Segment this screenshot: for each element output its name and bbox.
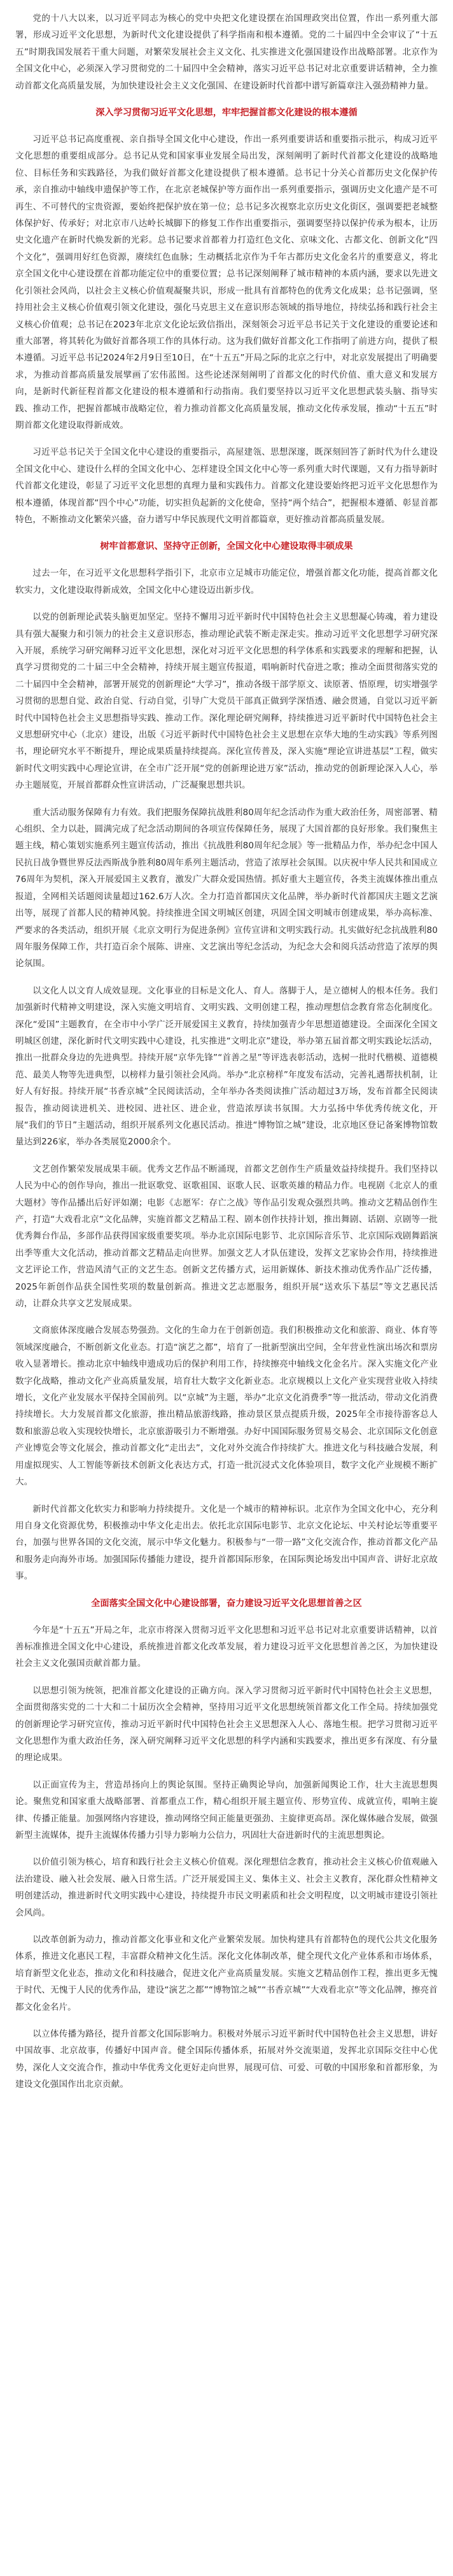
section-heading-1: 深入学习贯彻习近平文化思想，牢牢把握首都文化建设的根本遵循 bbox=[95, 108, 358, 118]
paragraph: 重大活动服务保障有力有效。我们把服务保障抗战胜利80周年纪念活动作为重大政治任务，周密部署、精心组织、全力以赴，圆满完成了纪念活动期间的各项宣传保障任务，展现了大国首都的良好形象。我们聚焦主题主线，精心策划实施系列主题宣传活动，推出《抗战胜利80周年纪念展》等一批精品力作，举办纪念中国人民抗日战争暨世界反法西斯战争胜利80周年系列主题活动，营造了浓厚社会氛围。以庆祝中华人民共和国成立76周年为契机，深入开展爱国主义教育，激发广大群众爱国热情。抓好重大主题宣传，各类主流媒体推出重点报道，全网相关话题阅读量超过162.6万人次。全力打造首都国庆文化品牌，举办新时代首都国庆主题文艺演出等，展现了首都人民的精神风貌。持续推进全国文明城区创建，巩固全国文明城市创建成果，举办高标准、严要求的各类活动，组织开展《北京文明行为促进条例》宣传宣讲和文明实践行动。扎实做好纪念抗战胜利80周年服务保障工作，共打造百余个展陈、讲座、文艺演出等纪念活动，为纪念大会和阅兵活动营造了浓厚的舆论氛围。 bbox=[15, 807, 438, 969]
paragraph: 文商旅体深度融合发展态势强劲。文化的生命力在于创新创造。我们积极推动文化和旅游、商业、体育等领域深度融合，不断创新文化业态。打造“演艺之都”，培育了一批新型演出空间，全年营业性演出场次和票房收入显著增长。推动北京中轴线申遗成功后的保护利用工作，持续擦亮中轴线文化金名片。深入实施文化产业数字化战略，推动文化产业高质量发展，培育壮大数字文化新业态。北京规模以上文化产业实现营业收入持续增长，文化产业发展水平保持全国前列。以“京城”为主题，举办“北京文化消费季”等一批活动，带动文化消费持续增长。大力发展首都文化旅游，推出精品旅游线路，推动景区景点提质升级，2025年全市接待游客总人数和旅游总收入实现较快增长，北京旅游吸引力不断增强。办好中国国际服务贸易交易会、北京国际文化创意产业博览会等文化展会，推动首都文化“走出去”，文化对外交流合作持续扩大。推进文化与科技融合发展，利用虚拟现实、人工智能等新技术创新文化表达方式，打造一批沉浸式文化体验项目，数字文化产业规模不断扩大。 bbox=[15, 1325, 438, 1488]
paragraph: 新时代首都文化软实力和影响力持续提升。文化是一个城市的精神标识。北京作为全国文化中心，充分利用自身文化资源优势，积极推动中华文化走出去。依托北京国际电影节、北京文化论坛、中关村论坛等重要平台，加强与世界各国的文化交流，展示中华文化魅力。积极参与“一带一路”文化交流合作，推动首都文化产品和服务走向海外市场。加强国际传播能力建设，提升首都国际形象，在国际舆论场发出中国声音、讲好北京故事。 bbox=[15, 1504, 438, 1582]
paragraph: 以思想引领为统领，把准首都文化建设的正确方向。深入学习贯彻习近平新时代中国特色社会主义思想，全面贯彻落实党的二十大和二十届历次全会精神，坚持用习近平文化思想统领首都文化工作全局。持续加强党的创新理论学习研究宣传，推动习近平新时代中国特色社会主义思想深入人心、落地生根。把学习贯彻习近平文化思想作为重大政治任务，深入研究阐释习近平文化思想的科学内涵和实践要求，推出更多有深度、有分量的理论成果。 bbox=[15, 1685, 438, 1763]
paragraph: 过去一年，在习近平文化思想科学指引下，北京市立足城市功能定位，增强首都文化功能，提高首都文化软实力，文化建设取得新成效，全国文化中心建设迈出新步伐。 bbox=[15, 568, 438, 595]
paragraph: 以价值引领为核心，培育和践行社会主义核心价值观。深化理想信念教育，推动社会主义核心价值观融入法治建设、融入社会发展、融入日常生活。广泛开展爱国主义、集体主义、社会主义教育，深化群众性精神文明创建活动，推进新时代文明实践中心建设，持续提升市民文明素质和社会文明程度，以文明城市建设引领社会风尚。 bbox=[15, 1857, 438, 1918]
paragraph: 今年是“十五五”开局之年，北京市将深入贯彻习近平文化思想和习近平总书记对北京重要讲话精神，以首善标准推进全国文化中心建设，系统推进首都文化改革发展，着力建设习近平文化思想首善之区，为加快建设社会主义文化强国贡献首都力量。 bbox=[15, 1625, 438, 1669]
paragraph: 以立体传播为路径，提升首都文化国际影响力。积极对外展示习近平新时代中国特色社会主义思想，讲好中国故事、北京故事，传播好中国声音。健全国际传播体系，拓展对外交流渠道，发挥北京国际交往中心优势，深化人文交流合作，推动中华优秀文化更好走向世界，展现可信、可爱、可敬的中国形象和首都形象，为建设文化强国作出北京贡献。 bbox=[15, 2029, 438, 2090]
section-heading-3: 全面落实全国文化中心建设部署，奋力建设习近平文化思想首善之区 bbox=[91, 1598, 362, 1609]
paragraph: 以党的创新理论武装头脑更加坚定。坚持不懈用习近平新时代中国特色社会主义思想凝心铸魂，着力建设具有强大凝聚力和引领力的社会主义意识形态，推动理论武装不断走深走实。推动习近平文化思想学习研究深入开展，系统学习研究阐释习近平文化思想，深化对习近平文化思想的科学体系和实践要求的理解和把握，认真学习贯彻党的二十届三中全会精神，持续开展主题宣传报道，唱响新时代奋进之歌；推动全面贯彻落实党的二十届四中全会精神，部署开展党的创新理论“大学习”，推动各级干部学原文、读原著、悟原理，切实增强学习贯彻的思想自觉、政治自觉、行动自觉，引导广大党员干部真正做到学深悟透、融会贯通，自觉以习近平新时代中国特色社会主义思想指导实践、推动工作。深化理论研究阐释，持续推进习近平新时代中国特色社会主义思想研究中心（北京）建设，出版《习近平新时代中国特色社会主义思想在京华大地的生动实践》等系列图书，理论研究水平不断提升，理论成果质量持续提高。深化宣传普及，深入实施“理论宣讲进基层”工程，做实新时代文明实践中心理论宣讲，在全市广泛开展“党的创新理论进万家”活动，推动党的创新理论深入人心，举办主题展览，开展首都群众性宣讲活动，广泛凝聚思想共识。 bbox=[15, 612, 438, 791]
paragraph: 以改革创新为动力，推动首都文化事业和文化产业繁荣发展。加快构建具有首都特色的现代公共文化服务体系，推进文化惠民工程，丰富群众精神文化生活。深化文化体制改革，健全现代文化产业体系和市场体系，培育新型文化业态，推动文化和科技融合，促进文化产业高质量发展。实施文艺精品创作工程，推出更多无愧于时代、无愧于人民的优秀作品，建设“演艺之都”“博物馆之城”“书香京城”“大戏看北京”等文化品牌，擦亮首都文化金名片。 bbox=[15, 1935, 438, 2012]
section-heading-2: 树牢首都意识、坚持守正创新，全国文化中心建设取得丰硕成果 bbox=[100, 541, 353, 552]
paragraph-intro: 党的十八大以来，以习近平同志为核心的党中央把文化建设摆在治国理政突出位置，作出一系列重大部署，形成习近平文化思想，为新时代文化建设提供了科学指南和根本遵循。党的二十届四中全会审议了“十五五”时期我国发展若干重大问题，对繁荣发展社会主义文化、扎实推进文化强国建设作出战略部署。北京作为全国文化中心，必须深入学习贯彻党的二十届四中全会精神，落实习近平总书记对北京重要讲话精神，全力推动首都文化高质量发展，为加快建设社会主义文化强国、在建设新时代首都中谱写新篇章注入强劲精神力量。 bbox=[15, 13, 438, 91]
paragraph: 以文化人以文育人成效显现。文化事业的目标是文化人、育人。落脚于人，是立德树人的根本任务。我们加强新时代精神文明建设，深入实施文明培育、文明实践、文明创建工程，推动理想信念教育常态化制度化。深化“爱国”主题教育，在全市中小学广泛开展爱国主义教育，持续加强青少年思想道德建设。全面深化全国文明城区创建，深化新时代文明实践中心建设，扎实推进“文明北京”建设，举办第五届首都文明实践论坛活动，推出一批群众身边的先进典型。持续开展“京华先锋”“首善之星”等评选表彰活动，选树一批时代楷模、道德模范、最美人物等先进典型，以榜样力量引领社会风尚。举办“北京榜样”年度发布活动，完善礼遇帮扶机制，让好人有好报。持续开展“书香京城”全民阅读活动，全年举办各类阅读推广活动超过3万场，发布首都全民阅读报告，推动阅读进机关、进校园、进社区、进企业，营造浓厚读书氛围。大力弘扬中华优秀传统文化，开展“我们的节日”主题活动，组织开展系列文化惠民活动。推进“博物馆之城”建设，北京地区登记备案博物馆数量达到226家，举办各类展览2000余个。 bbox=[15, 985, 438, 1148]
paragraph: 文艺创作繁荣发展成果丰硕。优秀文艺作品不断涌现，首都文艺创作生产质量效益持续提升。我们坚持以人民为中心的创作导向，推出一批讴歌党、讴歌祖国、讴歌人民、讴歌英雄的精品力作。电视剧《北京人的重大题材》等作品播出后好评如潮；电影《志愿军：存亡之战》等作品引发观众强烈共鸣。推动文艺精品创作生产，打造“大戏看北京”文化品牌，实施首都文艺精品工程、剧本创作扶持计划，推出舞剧、话剧、京剧等一批优秀舞台作品，多部作品获得国家级重要奖项。举办北京国际电影节、北京国际音乐节、北京国际戏剧舞蹈演出季等重大文化活动，推动首都文艺精品走向世界。加强文艺人才队伍建设，发挥文艺家协会作用，持续推进文艺评论工作，营造风清气正的文艺生态。创新文艺传播方式，运用新媒体、新技术推动优秀作品广泛传播，2025年新创作品获全国性奖项的数量创新高。推进文艺志愿服务，组织开展“送欢乐下基层”等文艺惠民活动，让群众共享文艺发展成果。 bbox=[15, 1163, 438, 1309]
paragraph: 以正面宣传为主，营造昂扬向上的舆论氛围。坚持正确舆论导向，加强新闻舆论工作，壮大主流思想舆论。聚焦党和国家重大战略部署、首都重点工作，精心组织开展主题宣传、形势宣传、成就宣传，唱响主旋律、传播正能量。加强网络内容建设，推动网络空间正能量更强劲、主旋律更高昂。深化媒体融合发展，做强新型主流媒体，提升主流媒体传播力引导力影响力公信力，巩固壮大奋进新时代的主流思想舆论。 bbox=[15, 1779, 438, 1840]
paragraph: 习近平总书记高度重视、亲自指导全国文化中心建设，作出一系列重要讲话和重要指示批示，构成习近平文化思想的重要组成部分。总书记从党和国家事业发展全局出发，深刻阐明了新时代首都文化建设的战略地位、目标任务和实践路径，为我们做好首都文化建设提供了根本遵循。总书记十分关心首都历史文化保护传承，亲自推动中轴线申遗保护等工作，在北京老城保护等方面作出一系列重要指示，强调历史文化遗产是不可再生、不可替代的宝贵资源，要始终把保护放在第一位；总书记多次视察北京历史文化街区，强调要把老城整体保护好、传承好；对北京市八达岭长城脚下的修复工作作出重要指示，强调要坚持以保护传承为根本，让历史文化遗产在新时代焕发新的光彩。总书记要求首都着力打造红色文化、京味文化、古都文化、创新文化“四个文化”，强调用好红色资源，赓续红色血脉；生动概括北京作为千年古都历史文化金名片的重要意义，将北京全国文化中心建设摆在首都功能定位中的重要位置；总书记深刻阐释了城市精神的本质内涵，要求以先进文化引领社会风尚，以社会主义核心价值观凝聚共识，形成一批具有首都特色的优秀文化成果；总书记强调，坚持用社会主义核心价值观引领文化建设，强化马克思主义在意识形态领域的指导地位，持续弘扬和践行社会主义核心价值观；总书记在2023年北京文化论坛致信指出，深刻领会习近平总书记关于文化建设的重要论述和重大部署，将其转化为做好首都各项工作的具体行动。这为我们做好首都文化工作指明了前进方向，提供了根本遵循。习近平总书记2024年2月9日至10日，在“十五五”开局之际的北京之行中，对北京发展提出了明确要求，为推动首都高质量发展擘画了宏伟蓝图。这些论述深刻阐明了首都文化的时代价值、重大意义和发展方向，是新时代新征程首都文化建设的根本遵循和行动指南。我们要坚持以习近平文化思想武装头脑、指导实践、推动工作，把握首都城市战略定位，着力推动首都文化高质量发展，推动文化传承发展，推动“十五五”时期首都文化建设取得新成效。 bbox=[15, 134, 438, 431]
paragraph: 习近平总书记关于全国文化中心建设的重要指示，高屋建瓴、思想深邃，既深刻回答了新时代为什么建设全国文化中心、建设什么样的全国文化中心、怎样建设全国文化中心等一系列重大时代课题，又有力指导新时代首都文化建设，彰显了习近平文化思想的真理力量和实践伟力。首都文化建设要始终把习近平文化思想作为根本遵循，体现首都“四个中心”功能，切实担负起新的文化使命，坚持“两个结合”，把握根本遵循、彰显首都特色，不断推动文化繁荣兴盛，奋力谱写中华民族现代文明首都篇章，更好推动首都高质量发展。 bbox=[15, 447, 438, 525]
